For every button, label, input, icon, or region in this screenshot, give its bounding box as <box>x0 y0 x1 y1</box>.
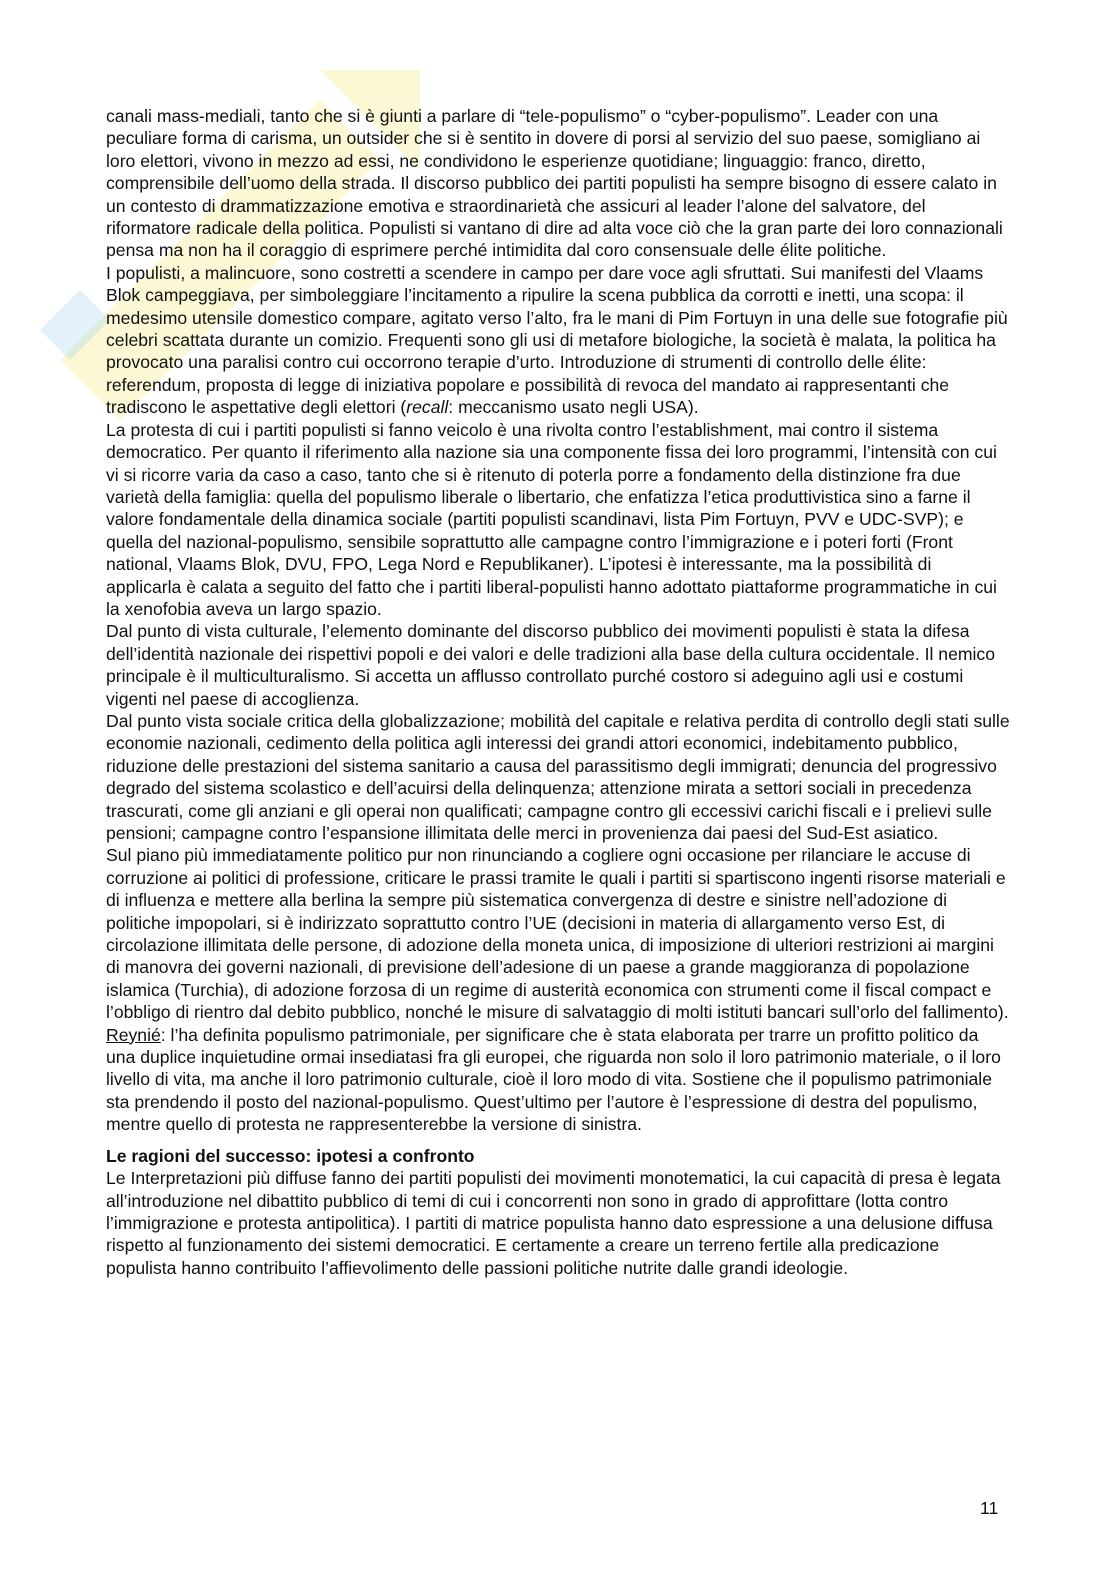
paragraph-p2 <box>106 262 1010 419</box>
paragraph-p4 <box>106 620 1010 710</box>
page-number: 11 <box>980 1498 999 1518</box>
section-paragraph: Le Interpretazioni più diffuse fanno dei partiti populisti dei movimenti monotematici, la cui capacità di presa è legata all’introduzione nel dibattito pubblico di temi di cui i concorrenti non sono in grado di approfittare (lotta contro l’immigrazione e protesta antipolitica). I partiti di matrice populista hanno dato espressione a una delusione diffusa rispetto al funzionamento dei sistemi democratici. E certamente a creare un terreno fertile alla predicazione populista hanno contribuito l’affievolimento delle passioni politiche nutrite dalle grandi ideologie. <box>106 1168 1001 1278</box>
paragraph-p5 <box>106 710 1010 844</box>
paragraph-p1 <box>106 105 1010 262</box>
text-run: I populisti, a malincuore, sono costretti a scendere in campo per dare voce agli sfruttati. Sui manifesti del Vlaams Blok campeggiava, per simboleggiare l’incitamento a ripulire la scena pubblica da corrotti e inetti, una scopa: il medesimo utensile domestico compare, agitato verso l’alto, fra le mani di Pim Fortuyn in una delle sue fotografie più celebri scattata durante un comizio. Frequenti sono gli usi di metafore biologiche, la società è malata, la politica ha provocato una paralisi contro cui occorrono terapie d’urto. Introduzione di strumenti di controllo delle élite: referendum, proposta di legge di iniziativa popolare e possibilità di revoca del mandato ai rappresentanti che tradiscono le aspettative degli elettori ( <box>106 262 1008 418</box>
text-run: Dal punto di vista culturale, l’elemento dominante del discorso pubblico dei movimenti populisti è stata la difesa dell’identità nazionale dei rispettivi popoli e dei valori e delle tradizioni alla base della cultura occidentale. Il nemico principale è il multiculturalismo. Si accetta un afflusso controllato purché costoro si adeguino agli usi e costumi vigenti nel paese di accoglienza. <box>106 621 996 709</box>
paragraph-p6 <box>106 844 1010 1023</box>
text-run: Dal punto vista sociale critica della globalizzazione; mobilità del capitale e relativa perdita di controllo degli stati sulle economie nazionali, cedimento della politica agli interessi dei grandi attori economici, indebitamento pubblico, riduzione delle prestazioni del sistema sanitario a causa del parassitismo degli immigrati; denuncia del progressivo degrado del sistema scolastico e dell’acuirsi della delinquenza; attenzione mirata a settori sociali in precedenza trascurati, come gli anziani e gli operai non qualificati; campagne contro gli eccessivi carichi fiscali e i prelievi sulle pensioni; campagne contro l’espansione illimitata delle merci in provenienza dai paesi del Sud-Est asiatico. <box>106 710 1010 843</box>
text-run: Reynié <box>106 1024 161 1045</box>
text-run: : meccanismo usato negli USA). <box>448 397 699 418</box>
paragraph-p7 <box>106 1024 1010 1136</box>
text-run: canali mass-mediali, tanto che si è giunti a parlare di “tele-populismo” o “cyber-populismo”. Leader con una peculiare forma di carisma, un outsider che si è sentito in dovere di porsi al servizio del suo paese, somigliano ai loro elettori, vivono in mezzo ad essi, ne condividono le esperienze quotidiane; linguaggio: franco, diretto, comprensibile dell’uomo della strada. Il discorso pubblico dei partiti populisti ha sempre bisogno di essere calato in un contesto di drammatizzazione emotiva e straordinarietà che assicuri al leader l’alone del salvatore, del riformatore radicale della politica. Populisti si vantano di dire ad alta voce ciò che la gran parte dei loro connazionali pensa ma non ha il coraggio di esprimere perché intimidita dal coro consensuale delle élite politiche. <box>106 106 1003 261</box>
section-heading: Le ragioni del successo: ipotesi a confronto <box>106 1145 475 1166</box>
text-run: La protesta di cui i partiti populisti si fanno veicolo è una rivolta contro l’establishment, mai contro il sistema democratico. Per quanto il riferimento alla nazione sia una componente fissa dei loro programmi, l’intensità con cui vi si ricorre varia da caso a caso, tanto che si è ritenuto di poterla porre a fondamento della distinzione fra due varietà della famiglia: quella del populismo liberale o libertario, che enfatizza l’etica produttivistica sino a farne il valore fondamentale della dinamica sociale (partiti populisti scandinavi, lista Pim Fortuyn, PVV e UDC-SVP); e quella del nazional-populismo, sensibile soprattutto alle campagne contro l’immigrazione e i poteri forti (Front national, Vlaams Blok, DVU, FPO, Lega Nord e Republikaner). L’ipotesi è interessante, ma la possibilità di applicarla è calata a seguito del fatto che i partiti liberal-populisti hanno adottato piattaforme programmatiche in cui la xenofobia aveva un largo spazio. <box>106 419 997 619</box>
document-page <box>106 105 1010 1279</box>
watermark-accent-stripe <box>40 290 110 360</box>
text-run: recall <box>406 397 449 418</box>
text-run: : l’ha definita populismo patrimoniale, per significare che è stata elaborata per trarre un profitto politico da una duplice inquietudine ormai insediatasi fra gli europei, che riguarda non solo il loro patrimonio materiale, o il loro livello di vita, ma anche il loro patrimonio culturale, cioè il loro modo di vita. Sostiene che il populismo patrimoniale sta prendendo il posto del nazional-populismo. Quest’ultimo per l’autore è l’espressione di destra del populismo, mentre quello di protesta ne rappresenterebbe la versione di sinistra. <box>106 1024 1001 1135</box>
paragraph-p3 <box>106 419 1010 621</box>
text-run: Sul piano più immediatamente politico pur non rinunciando a cogliere ogni occasione per rilanciare le accuse di corruzione ai politici di professione, criticare le prassi tramite le quali i partiti si spartiscono ingenti risorse materiali e di influenza e mettere alla berlina la sempre più sistematica convergenza di destre e sinistre nell’adozione di politiche impopolari, si è indirizzato soprattutto contro l’UE (decisioni in materia di allargamento verso Est, di circolazione illimitata delle persone, di adozione della moneta unica, di imposizione di ulteriori restrizioni ai margini di manovra dei governi nazionali, di previsione dell’adesione di un paese a grande maggioranza di popolazione islamica (Turchia), di adozione forzosa di un regime di austerità economica con strumenti come il fiscal compact e l’obbligo di rientro dal debito pubblico, nonché le misure di salvataggio di molti istituti bancari sull’orlo del fallimento). <box>106 845 1009 1023</box>
